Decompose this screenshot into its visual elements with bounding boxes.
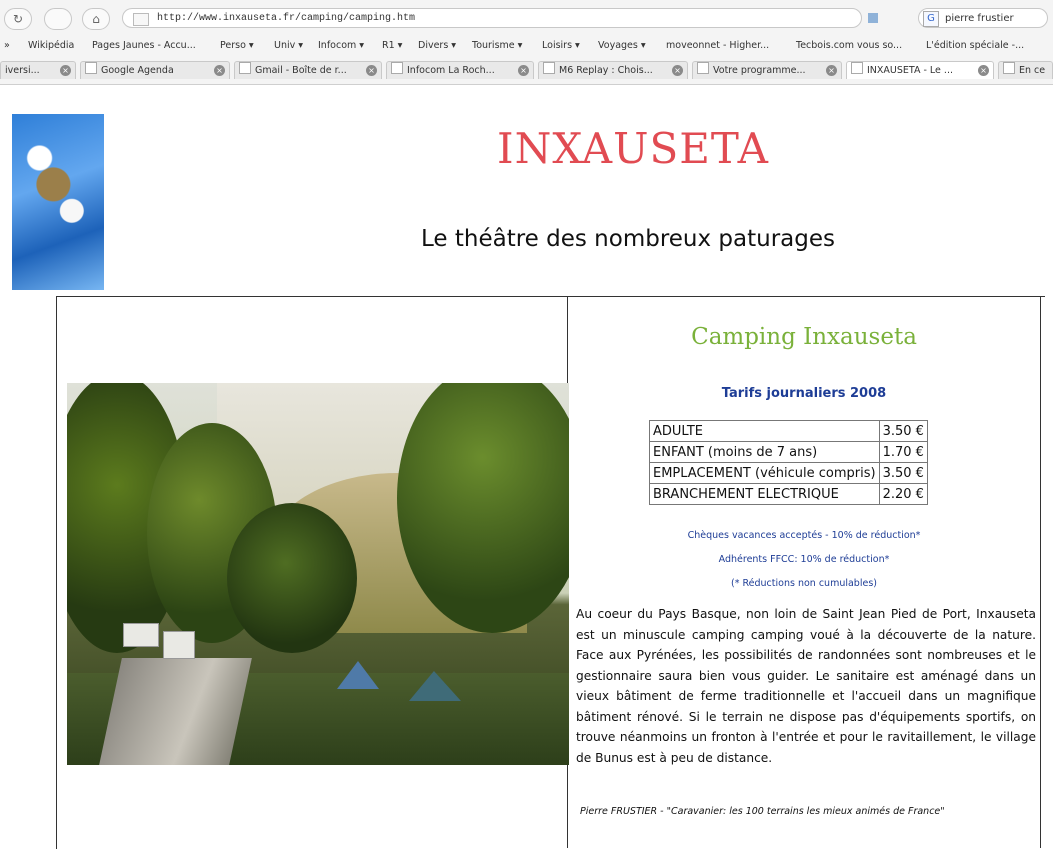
bookmark-item[interactable]: Perso ▾: [220, 40, 254, 51]
price-label: ADULTE: [650, 421, 880, 442]
discount-note: Chèques vacances acceptés - 10% de réduction*: [687, 530, 921, 541]
price-label: EMPLACEMENT (véhicule compris): [650, 463, 880, 484]
bookmark-item[interactable]: Pages Jaunes - Accu...: [92, 40, 196, 51]
tarifs-title: Tarifs journaliers 2008: [721, 386, 887, 401]
discount-note: Adhérents FFCC: 10% de réduction*: [718, 554, 890, 565]
tab-item[interactable]: M6 Replay : Chois... ×: [538, 61, 688, 79]
close-icon[interactable]: ×: [978, 65, 989, 76]
table-row: [650, 421, 928, 442]
tab-bar: [0, 58, 1053, 82]
discount-note: (* Réductions non cumulables): [731, 578, 877, 589]
close-icon[interactable]: ×: [826, 65, 837, 76]
page-icon: [851, 62, 863, 74]
review-credit: Pierre FRUSTIER - "Caravanier: les 100 terrains les mieux animés de France": [580, 806, 945, 817]
price-table: [649, 420, 928, 505]
close-icon[interactable]: ×: [672, 65, 683, 76]
camping-description: Au coeur du Pays Basque, non loin de Saint Jean Pied de Port, Inxauseta est un minuscule camping camping voué à la découverte de la nature. Face aux Pyrénées, les possibilités de randonnées sont nombreuses et le gestionnaire saura bien vous guider. Le sanitaire est aménagé dans un vieux bâtiment de ferme traditionnelle et l'accueil dans un magnifique bâtiment rénové. Si le terrain ne dispose pas d'équipements sportifs, on trouve néanmoins un fronton à l'entrée et pour le ravitaillement, le village de Bunus est à peu de distance.: [576, 607, 1036, 765]
stop-button[interactable]: [44, 8, 72, 30]
price-value: 3.50 €: [879, 463, 927, 484]
bookmark-item[interactable]: Divers ▾: [418, 40, 457, 51]
close-icon[interactable]: ×: [60, 65, 71, 76]
home-icon[interactable]: ⌂: [82, 8, 110, 30]
price-label: ENFANT (moins de 7 ans): [650, 442, 880, 463]
bookmark-item[interactable]: R1 ▾: [382, 40, 403, 51]
rss-icon[interactable]: [868, 13, 878, 23]
close-icon[interactable]: ×: [366, 65, 377, 76]
bookmark-item[interactable]: moveonnet - Higher...: [666, 40, 770, 51]
tab-item[interactable]: Infocom La Roch... ×: [386, 61, 534, 79]
page-icon: [133, 13, 149, 26]
camping-title: Camping Inxauseta: [691, 324, 917, 350]
bookmark-item[interactable]: Voyages ▾: [598, 40, 646, 51]
close-icon[interactable]: ×: [518, 65, 529, 76]
table-row: [650, 463, 928, 484]
site-icon: [391, 62, 403, 74]
close-icon[interactable]: ×: [214, 65, 225, 76]
tab-item[interactable]: Google Agenda ×: [80, 61, 230, 79]
bookmark-item[interactable]: Infocom ▾: [318, 40, 365, 51]
table-row: [650, 484, 928, 505]
bookmark-item[interactable]: Loisirs ▾: [542, 40, 580, 51]
site-title: INXAUSETA: [497, 124, 769, 173]
search-input[interactable]: [918, 8, 1048, 28]
page-icon: [697, 62, 709, 74]
table-row: [650, 442, 928, 463]
tab-item[interactable]: Votre programme... ×: [692, 61, 842, 79]
tab-item[interactable]: Gmail - Boîte de r... ×: [234, 61, 382, 79]
right-border: [1040, 296, 1041, 848]
m6-icon: [543, 62, 555, 74]
bookmark-item[interactable]: Wikipédia: [28, 40, 75, 51]
bookmark-item[interactable]: Tecbois.com vous so...: [796, 40, 903, 51]
price-value: 2.20 €: [879, 484, 927, 505]
address-bar[interactable]: [122, 8, 862, 28]
gmail-icon: [239, 62, 251, 74]
reload-icon[interactable]: ↻: [4, 8, 32, 30]
camping-logo: [12, 114, 104, 290]
site-icon: [1003, 62, 1015, 74]
price-value: 1.70 €: [879, 442, 927, 463]
price-label: BRANCHEMENT ELECTRIQUE: [650, 484, 880, 505]
bookmark-item[interactable]: Univ ▾: [274, 40, 304, 51]
calendar-icon: [85, 62, 97, 74]
bookmarks-bar: [0, 36, 1053, 56]
site-subtitle: Le théâtre des nombreux paturages: [420, 226, 835, 252]
campsite-photo: [67, 383, 569, 765]
google-icon: G: [923, 11, 939, 27]
tab-item[interactable]: En ce: [998, 61, 1053, 79]
bookmark-item[interactable]: L'édition spéciale -...: [926, 40, 1025, 51]
bookmark-arrow-icon[interactable]: »: [4, 40, 10, 51]
browser-chrome: [0, 0, 1053, 85]
tab-item-active[interactable]: INXAUSETA - Le ... ×: [846, 61, 994, 79]
url-text: http://www.inxauseta.fr/camping/camping.htm: [157, 13, 416, 24]
price-value: 3.50 €: [879, 421, 927, 442]
bookmark-item[interactable]: Tourisme ▾: [472, 40, 523, 51]
tab-item[interactable]: iversi... ×: [0, 61, 76, 79]
search-value: pierre frustier: [945, 13, 1014, 24]
navigation-toolbar: [0, 4, 1053, 32]
